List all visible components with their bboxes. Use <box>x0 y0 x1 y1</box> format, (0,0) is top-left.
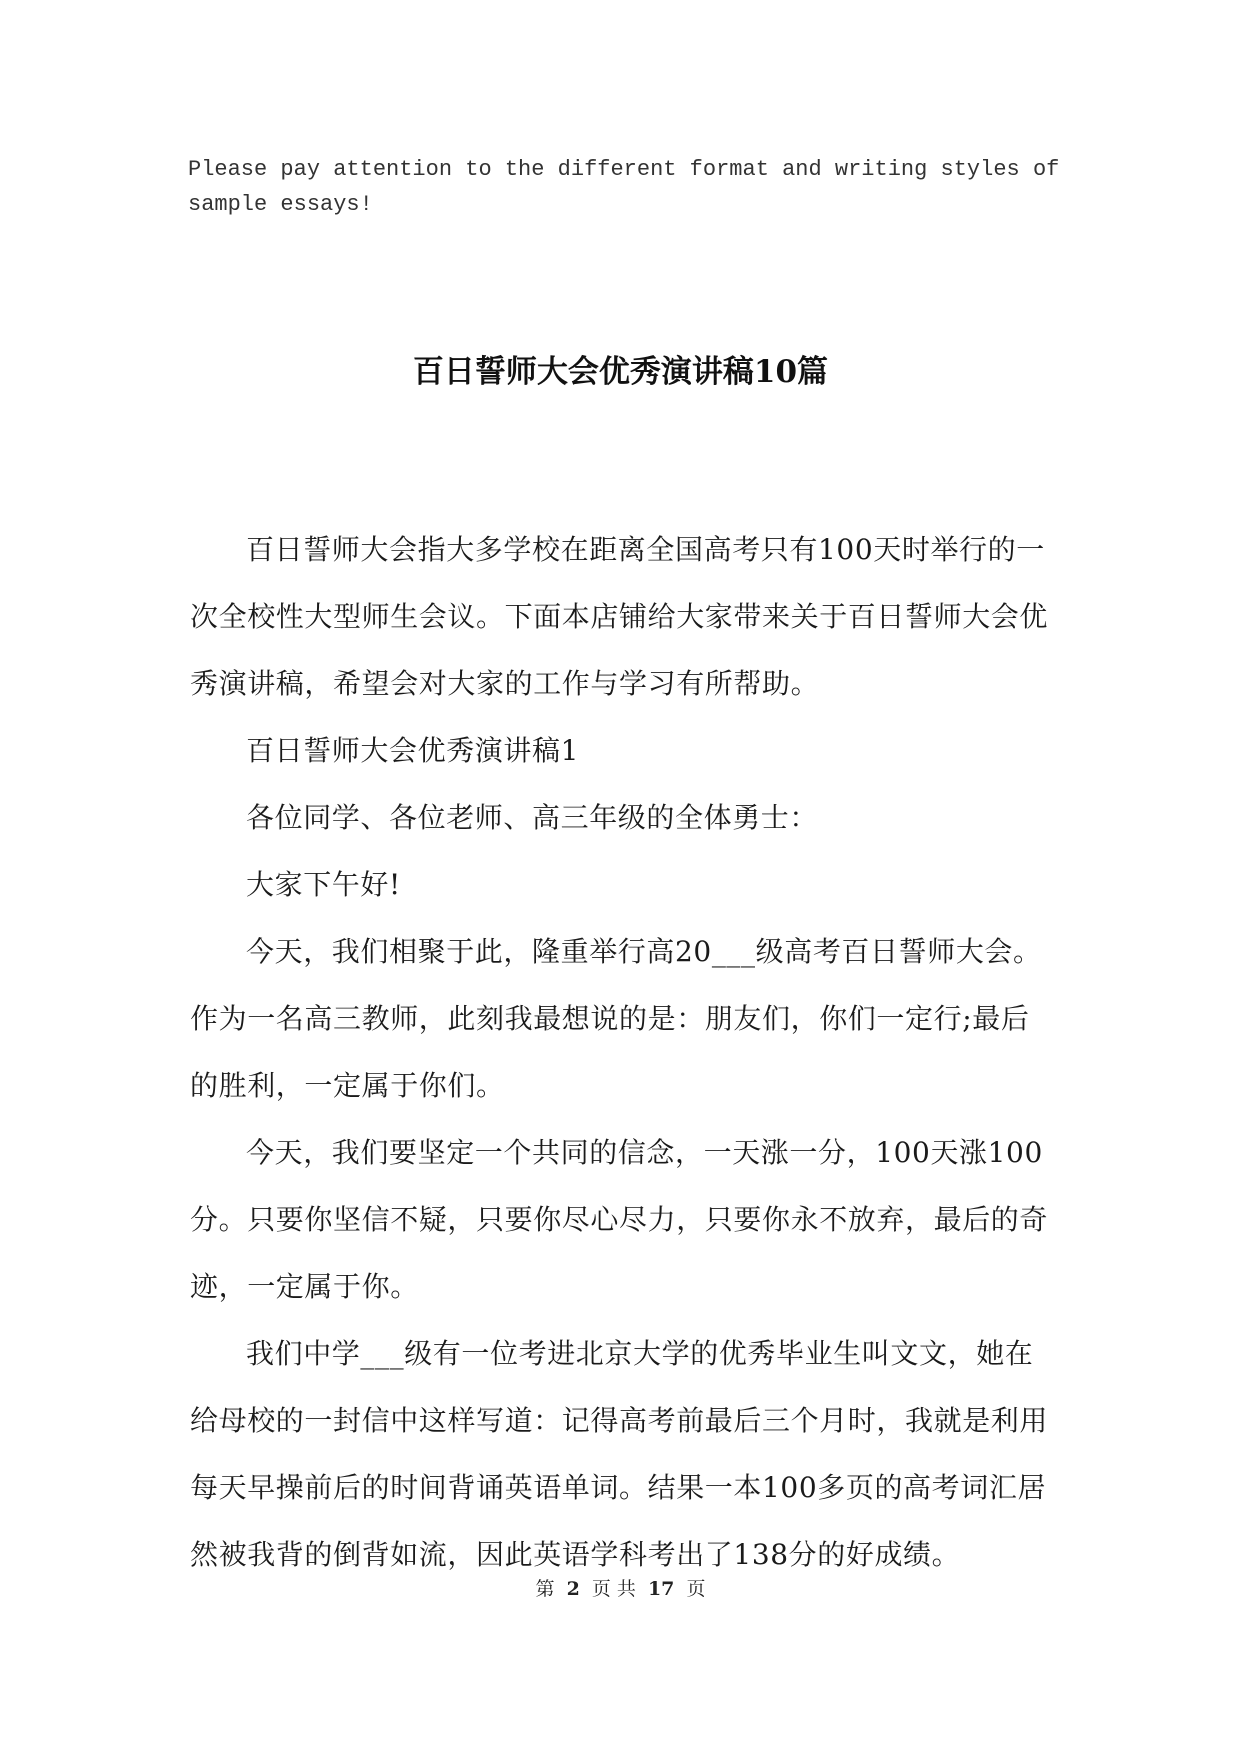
footer-prefix: 第 <box>535 1578 555 1600</box>
page-footer <box>0 1577 1241 1601</box>
document-body <box>190 516 1056 1588</box>
body-paragraph: 今天，我们要坚定一个共同的信念，一天涨一分，100天涨100分。只要你坚信不疑，只要你尽心尽力，只要你永不放弃，最后的奇迹，一定属于你。 <box>190 1136 1049 1303</box>
body-paragraph: 今天，我们相聚于此，隆重举行高20___级高考百日誓师大会。作为一名高三教师，此刻我最想说的是：朋友们，你们一定行;最后的胜利，一定属于你们。 <box>190 935 1042 1102</box>
greeting: 大家下午好! <box>246 868 401 901</box>
salutation: 各位同学、各位老师、高三年级的全体勇士： <box>246 801 819 834</box>
body-paragraph: 我们中学___级有一位考进北京大学的优秀毕业生叫文文，她在给母校的一封信中这样写道：记得高考前最后三个月时，我就是利用每天早操前后的时间背诵英语单词。结果一本100多页的高考词汇居然被我背的倒背如流，因此英语学科考出了138分的好成绩。 <box>190 1337 1049 1571</box>
format-notice: Please pay attention to the different format and writing styles of sample essays! <box>188 157 1060 217</box>
current-page-number: 2 <box>566 1578 580 1600</box>
footer-middle: 页 共 <box>591 1578 636 1600</box>
total-pages-number: 17 <box>647 1578 675 1600</box>
footer-suffix: 页 <box>686 1578 706 1600</box>
document-title: 百日誓师大会优秀演讲稿10篇 <box>412 354 829 390</box>
intro-paragraph: 百日誓师大会指大多学校在距离全国高考只有100天时举行的一次全校性大型师生会议。下面本店铺给大家带来关于百日誓师大会优秀演讲稿，希望会对大家的工作与学习有所帮助。 <box>190 533 1049 700</box>
speech-heading: 百日誓师大会优秀演讲稿1 <box>246 734 580 767</box>
